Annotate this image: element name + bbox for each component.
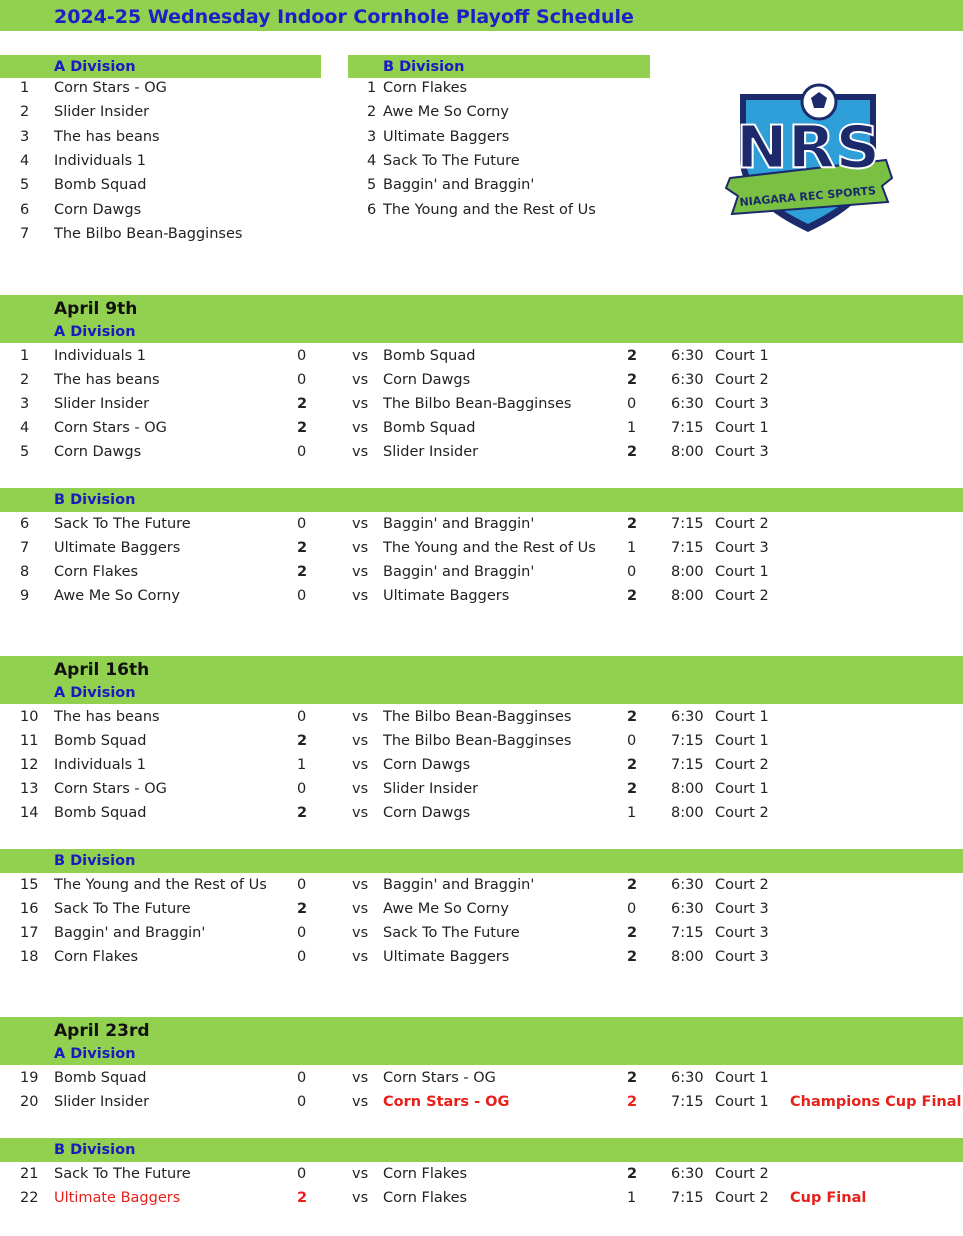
division-header: B Division: [54, 853, 136, 869]
b-division-rank: 5: [367, 177, 377, 194]
home-team: The has beans: [54, 709, 160, 725]
game-row: [0, 897, 963, 921]
week-date: April 9th: [54, 299, 138, 319]
vs-label: vs: [352, 444, 369, 460]
game-row: [0, 1162, 963, 1186]
b-division-rank: 2: [367, 104, 377, 121]
game-row: [0, 368, 963, 392]
away-score: 2: [627, 444, 638, 460]
home-team: Ultimate Baggers: [54, 1190, 181, 1206]
game-time: 6:30: [671, 348, 704, 364]
home-team: Corn Flakes: [54, 949, 139, 965]
away-team: Slider Insider: [383, 781, 479, 797]
away-team: Ultimate Baggers: [383, 949, 510, 965]
b-division-rank: 1: [367, 80, 377, 96]
a-division-team-name: The has beans: [54, 128, 160, 145]
court: Court 2: [715, 805, 769, 821]
court: Court 1: [715, 348, 769, 364]
game-number: 9: [20, 588, 30, 604]
game-row: [0, 945, 963, 969]
away-score: 2: [627, 757, 638, 773]
away-score: 2: [627, 1070, 638, 1086]
away-team: Corn Stars - OG: [383, 1094, 510, 1110]
game-number: 11: [20, 733, 39, 749]
game-number: 6: [20, 516, 30, 532]
game-time: 6:30: [671, 1070, 704, 1086]
game-row: [0, 1186, 963, 1210]
division-header-band: [0, 1138, 963, 1162]
away-score: 0: [627, 733, 637, 749]
court: Court 1: [715, 1070, 769, 1086]
a-division-standings-header: A Division: [54, 59, 136, 75]
b-division-rank: 6: [367, 201, 377, 218]
game-row: [0, 512, 963, 536]
vs-label: vs: [352, 709, 369, 725]
a-division-team-name: The Bilbo Bean-Bagginses: [54, 225, 243, 242]
game-row: [0, 921, 963, 945]
court: Court 1: [715, 1094, 769, 1110]
logo-main-text: NRS: [735, 113, 881, 183]
week-date: April 16th: [54, 660, 150, 680]
game-number: 17: [20, 925, 39, 941]
b-division-team-name: Awe Me So Corny: [383, 104, 509, 121]
game-time: 7:15: [671, 516, 704, 532]
a-division-team-name: Slider Insider: [54, 104, 150, 121]
game-number: 2: [20, 372, 30, 388]
game-row: [0, 440, 963, 464]
home-team: Slider Insider: [54, 1094, 150, 1110]
vs-label: vs: [352, 901, 369, 917]
game-time: 6:30: [671, 901, 704, 917]
away-team: Awe Me So Corny: [383, 901, 509, 917]
b-division-team-name: The Young and the Rest of Us: [383, 201, 596, 218]
vs-label: vs: [352, 396, 369, 412]
court: Court 2: [715, 1166, 769, 1182]
home-team: Slider Insider: [54, 396, 150, 412]
court: Court 1: [715, 781, 769, 797]
home-score: 0: [297, 925, 307, 941]
home-score: 0: [297, 372, 307, 388]
home-score: 0: [297, 1166, 307, 1182]
a-division-team-name: Corn Stars - OG: [54, 80, 167, 96]
home-team: The has beans: [54, 372, 160, 388]
court: Court 3: [715, 925, 769, 941]
home-score: 0: [297, 348, 307, 364]
away-score: 0: [627, 564, 637, 580]
away-team: Corn Stars - OG: [383, 1070, 496, 1086]
game-time: 7:15: [671, 925, 704, 941]
vs-label: vs: [352, 781, 369, 797]
week-header-band: [0, 295, 963, 343]
away-score: 0: [627, 396, 637, 412]
nrs-logo: [722, 82, 894, 234]
vs-label: vs: [352, 805, 369, 821]
a-division-rank: 2: [20, 104, 30, 121]
b-division-standings-header: B Division: [383, 59, 465, 75]
court: Court 3: [715, 540, 769, 556]
court: Court 2: [715, 516, 769, 532]
home-team: Ultimate Baggers: [54, 540, 181, 556]
game-row: [0, 777, 963, 801]
game-row: [0, 560, 963, 584]
game-number: 20: [20, 1094, 39, 1110]
page-title: 2024-25 Wednesday Indoor Cornhole Playoff Schedule: [54, 6, 634, 28]
away-score: 2: [627, 877, 638, 893]
vs-label: vs: [352, 757, 369, 773]
home-score: 0: [297, 877, 307, 893]
away-score: 2: [627, 1166, 638, 1182]
game-number: 5: [20, 444, 30, 460]
home-score: 0: [297, 709, 307, 725]
home-score: 2: [297, 901, 308, 917]
division-header: B Division: [54, 1142, 136, 1158]
court: Court 1: [715, 709, 769, 725]
away-score: 2: [627, 949, 638, 965]
vs-label: vs: [352, 516, 369, 532]
game-number: 13: [20, 781, 39, 797]
vs-label: vs: [352, 540, 369, 556]
logo-ribbon-text: NIAGARA REC SPORTS: [738, 184, 877, 209]
home-score: 2: [297, 420, 308, 436]
vs-label: vs: [352, 1166, 369, 1182]
vs-label: vs: [352, 372, 369, 388]
away-team: The Bilbo Bean-Bagginses: [383, 396, 572, 412]
game-time: 6:30: [671, 1166, 704, 1182]
home-team: Individuals 1: [54, 348, 147, 364]
vs-label: vs: [352, 1094, 369, 1110]
game-number: 1: [20, 348, 30, 364]
home-score: 2: [297, 805, 308, 821]
a-division-team-name: Bomb Squad: [54, 177, 147, 194]
away-team: The Bilbo Bean-Bagginses: [383, 709, 572, 725]
vs-label: vs: [352, 1190, 369, 1206]
home-team: Corn Stars - OG: [54, 420, 167, 436]
away-team: Slider Insider: [383, 444, 479, 460]
away-score: 2: [627, 709, 638, 725]
home-score: 0: [297, 588, 307, 604]
home-score: 0: [297, 516, 307, 532]
game-number: 3: [20, 396, 30, 412]
game-number: 16: [20, 901, 39, 917]
vs-label: vs: [352, 1070, 369, 1086]
division-header: A Division: [54, 324, 136, 340]
home-team: Sack To The Future: [54, 901, 191, 917]
away-score: 1: [627, 420, 637, 436]
court: Court 2: [715, 877, 769, 893]
game-time: 7:15: [671, 420, 704, 436]
away-team: Bomb Squad: [383, 348, 476, 364]
away-score: 1: [627, 1190, 637, 1206]
vs-label: vs: [352, 348, 369, 364]
a-division-standings-header-band: [0, 55, 321, 78]
away-team: Corn Dawgs: [383, 757, 471, 773]
home-team: Corn Flakes: [54, 564, 139, 580]
vs-label: vs: [352, 877, 369, 893]
away-team: The Young and the Rest of Us: [383, 540, 596, 556]
game-time: 7:15: [671, 733, 704, 749]
game-time: 8:00: [671, 781, 704, 797]
b-division-team-name: Baggin' and Braggin': [383, 177, 535, 194]
game-row: [0, 392, 963, 416]
court: Court 3: [715, 444, 769, 460]
division-header: A Division: [54, 685, 136, 701]
away-score: 2: [627, 372, 638, 388]
game-time: 6:30: [671, 372, 704, 388]
home-score: 1: [297, 757, 307, 773]
game-time: 8:00: [671, 949, 704, 965]
away-team: Baggin' and Braggin': [383, 877, 535, 893]
a-division-team-name: Individuals 1: [54, 152, 147, 169]
away-team: Bomb Squad: [383, 420, 476, 436]
vs-label: vs: [352, 733, 369, 749]
away-score: 2: [627, 588, 638, 604]
away-team: The Bilbo Bean-Bagginses: [383, 733, 572, 749]
vs-label: vs: [352, 925, 369, 941]
game-row: [0, 1090, 963, 1114]
game-row: [0, 344, 963, 368]
home-team: Awe Me So Corny: [54, 588, 180, 604]
game-number: 15: [20, 877, 39, 893]
game-row: [0, 536, 963, 560]
b-division-team-name: Sack To The Future: [383, 152, 520, 169]
court: Court 2: [715, 757, 769, 773]
game-row: [0, 705, 963, 729]
court: Court 3: [715, 949, 769, 965]
game-time: 6:30: [671, 877, 704, 893]
division-header-band: [0, 488, 963, 512]
game-row: [0, 801, 963, 825]
game-time: 6:30: [671, 709, 704, 725]
court: Court 2: [715, 588, 769, 604]
court: Court 3: [715, 901, 769, 917]
division-header-band: [0, 849, 963, 873]
game-row: [0, 753, 963, 777]
game-number: 7: [20, 540, 30, 556]
away-team: Corn Flakes: [383, 1190, 468, 1206]
game-number: 10: [20, 709, 39, 725]
b-division-rank: 4: [367, 152, 377, 169]
game-time: 8:00: [671, 805, 704, 821]
game-number: 4: [20, 420, 30, 436]
vs-label: vs: [352, 420, 369, 436]
home-team: Individuals 1: [54, 757, 147, 773]
home-score: 2: [297, 564, 308, 580]
home-score: 2: [297, 396, 308, 412]
a-division-rank: 4: [20, 152, 30, 169]
home-score: 2: [297, 733, 308, 749]
away-team: Corn Flakes: [383, 1166, 468, 1182]
a-division-team-name: Corn Dawgs: [54, 201, 142, 218]
court: Court 2: [715, 1190, 769, 1206]
home-team: Baggin' and Braggin': [54, 925, 206, 941]
home-score: 0: [297, 781, 307, 797]
game-number: 8: [20, 564, 30, 580]
game-number: 18: [20, 949, 39, 965]
away-team: Baggin' and Braggin': [383, 516, 535, 532]
vs-label: vs: [352, 588, 369, 604]
game-number: 21: [20, 1166, 39, 1182]
vs-label: vs: [352, 564, 369, 580]
away-team: Baggin' and Braggin': [383, 564, 535, 580]
court: Court 1: [715, 564, 769, 580]
final-note: Cup Final: [790, 1190, 867, 1206]
game-time: 7:15: [671, 1190, 704, 1206]
game-time: 6:30: [671, 396, 704, 412]
b-division-team-name: Corn Flakes: [383, 80, 468, 96]
court: Court 2: [715, 372, 769, 388]
away-team: Corn Dawgs: [383, 372, 471, 388]
game-time: 8:00: [671, 564, 704, 580]
game-row: [0, 1066, 963, 1090]
court: Court 3: [715, 396, 769, 412]
game-time: 7:15: [671, 540, 704, 556]
home-team: Bomb Squad: [54, 1070, 147, 1086]
game-time: 8:00: [671, 588, 704, 604]
home-team: Sack To The Future: [54, 1166, 191, 1182]
division-header: A Division: [54, 1046, 136, 1062]
away-score: 2: [627, 516, 638, 532]
game-time: 8:00: [671, 444, 704, 460]
away-team: Ultimate Baggers: [383, 588, 510, 604]
home-score: 0: [297, 949, 307, 965]
week-date: April 23rd: [54, 1021, 150, 1041]
vs-label: vs: [352, 949, 369, 965]
game-time: 7:15: [671, 1094, 704, 1110]
court: Court 1: [715, 733, 769, 749]
home-score: 0: [297, 444, 307, 460]
game-number: 22: [20, 1190, 39, 1206]
away-score: 2: [627, 1094, 638, 1110]
away-score: 0: [627, 901, 637, 917]
home-team: Corn Stars - OG: [54, 781, 167, 797]
game-number: 14: [20, 805, 39, 821]
home-team: Bomb Squad: [54, 805, 147, 821]
game-number: 12: [20, 757, 39, 773]
division-header: B Division: [54, 492, 136, 508]
away-score: 1: [627, 540, 637, 556]
a-division-rank: 7: [20, 225, 30, 242]
a-division-rank: 1: [20, 80, 30, 96]
home-team: Sack To The Future: [54, 516, 191, 532]
b-division-rank: 3: [367, 128, 377, 145]
final-note: Champions Cup Final: [790, 1094, 962, 1110]
game-row: [0, 873, 963, 897]
away-score: 2: [627, 925, 638, 941]
away-team: Corn Dawgs: [383, 805, 471, 821]
court: Court 1: [715, 420, 769, 436]
home-score: 0: [297, 1094, 307, 1110]
home-team: Bomb Squad: [54, 733, 147, 749]
away-score: 1: [627, 805, 637, 821]
a-division-rank: 5: [20, 177, 30, 194]
game-row: [0, 584, 963, 608]
away-score: 2: [627, 348, 638, 364]
a-division-rank: 3: [20, 128, 30, 145]
game-row: [0, 729, 963, 753]
away-score: 2: [627, 781, 638, 797]
game-time: 7:15: [671, 757, 704, 773]
home-score: 2: [297, 1190, 308, 1206]
game-row: [0, 416, 963, 440]
home-score: 0: [297, 1070, 307, 1086]
home-team: The Young and the Rest of Us: [54, 877, 267, 893]
a-division-rank: 6: [20, 201, 30, 218]
b-division-team-name: Ultimate Baggers: [383, 128, 510, 145]
home-score: 2: [297, 540, 308, 556]
game-number: 19: [20, 1070, 39, 1086]
home-team: Corn Dawgs: [54, 444, 142, 460]
away-team: Sack To The Future: [383, 925, 520, 941]
